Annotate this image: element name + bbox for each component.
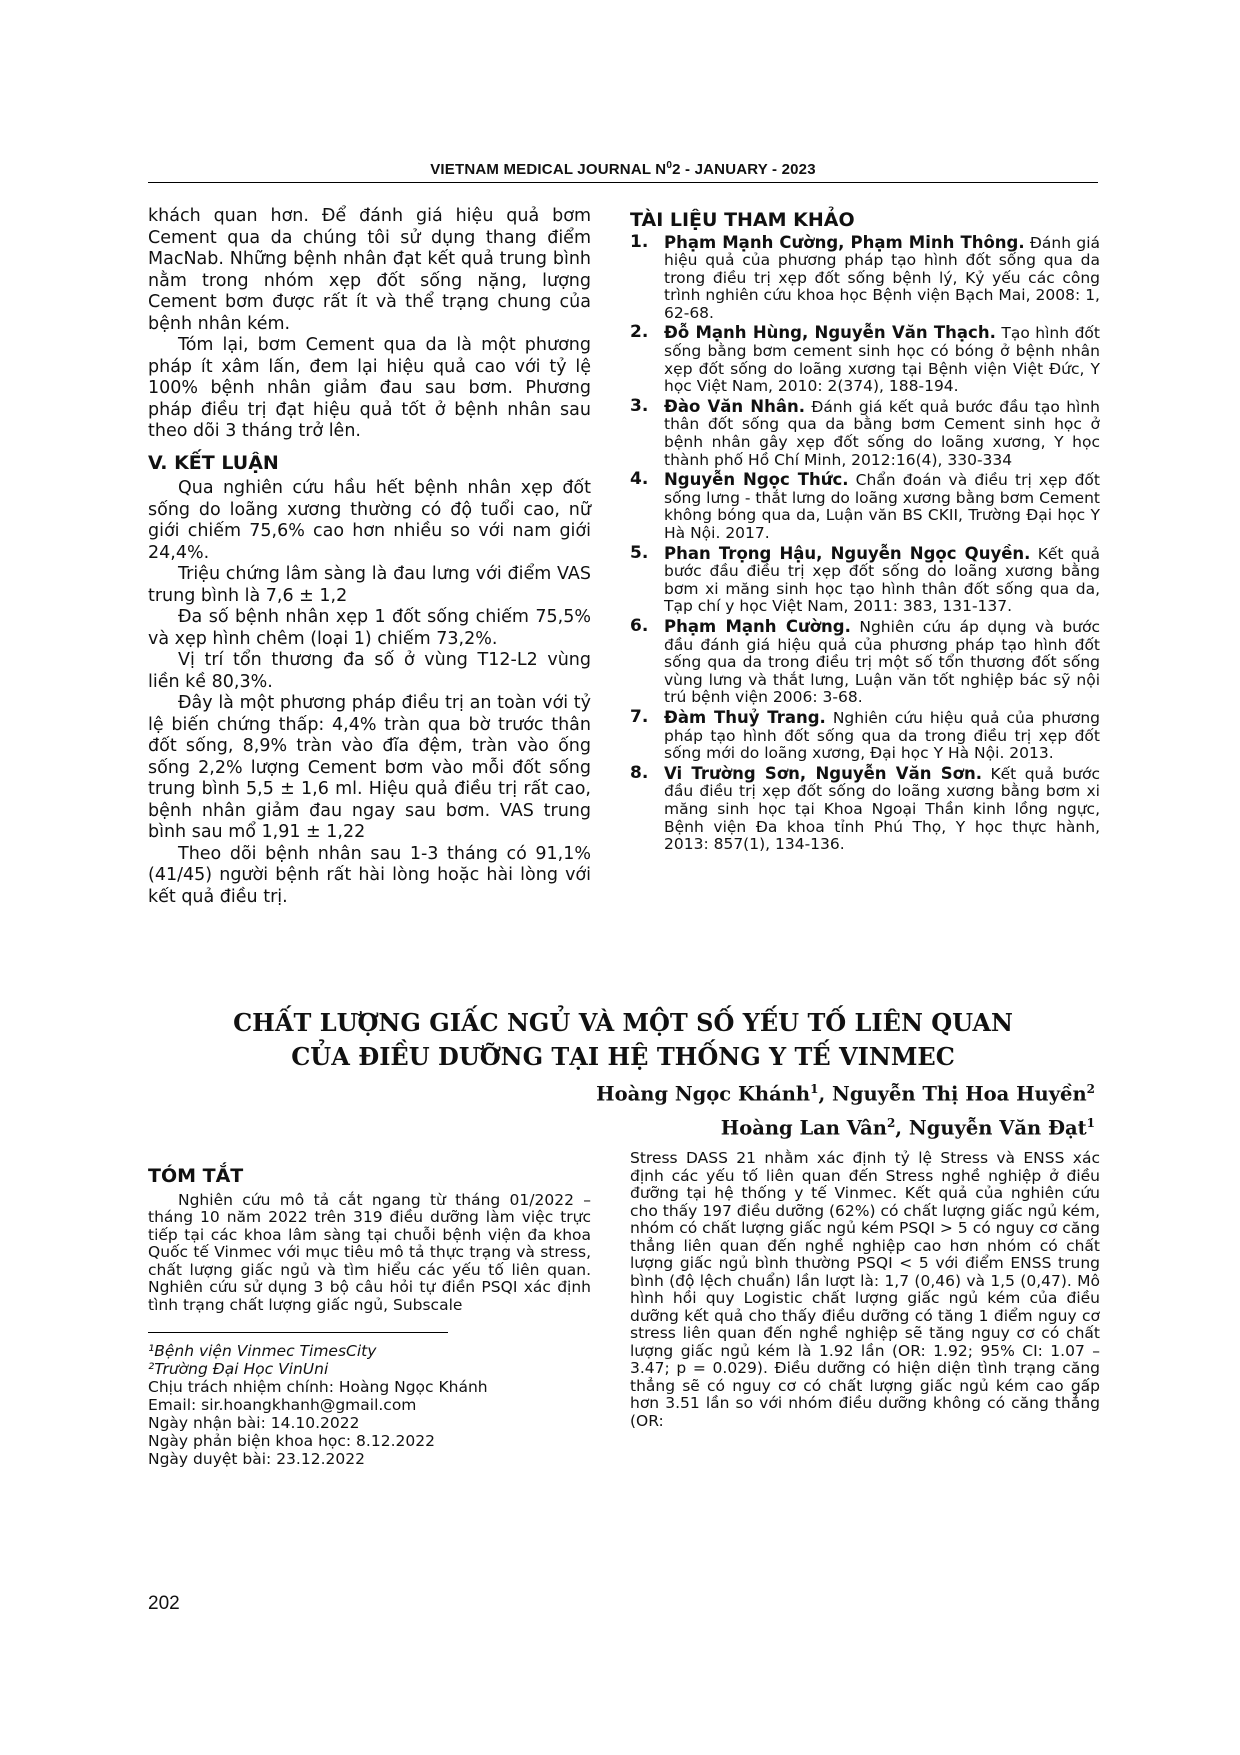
reference-number: 5. (630, 542, 649, 563)
paragraph: Triệu chứng lâm sàng là đau lưng với điểm VAS trung bình là 7,6 ± 1,2 (148, 564, 591, 606)
journal-header-sup: 0 (666, 160, 673, 171)
footnote-rule (148, 1332, 448, 1333)
section-heading-conclusion: V. KẾT LUẬN (148, 451, 279, 474)
reference-authors: Phan Trọng Hậu, Nguyễn Ngọc Quyền. (664, 543, 1031, 563)
reference-item (630, 231, 1101, 323)
author-separator: , (895, 1116, 909, 1139)
article-title (148, 1006, 1098, 1074)
date-reviewed: Ngày phản biện khoa học: 8.12.2022 (148, 1432, 435, 1450)
abstract-text: Nghiên cứu mô tả cắt ngang từ tháng 01/2022 – tháng 10 năm 2022 trên 319 điều dưỡng làm việc trực tiếp tại các khoa lâm sàng tại chuỗi bệnh viện đa khoa Quốc tế Vinmec với mục tiêu mô tả thực trạng và stress, chất lượng giấc ngủ và tìm hiểu các yếu tố liên quan. Nghiên cứu sử dụng 3 bộ câu hỏi tự điền PSQI xác định tình trạng chất lượng giấc ngủ, Subscale (148, 1190, 591, 1314)
author-affiliation-sup: 2 (1086, 1082, 1095, 1096)
article-title-line: CHẤT LƯỢNG GIẤC NGỦ VÀ MỘT SỐ YẾU TỐ LIÊN QUAN (233, 1008, 1013, 1037)
author-separator: , (818, 1082, 833, 1106)
reference-item (630, 615, 1100, 707)
abstract-left (148, 1165, 591, 1314)
author-name: Hoàng Ngọc Khánh (596, 1082, 811, 1106)
author-affiliation-sup: 1 (810, 1082, 819, 1096)
reference-text: Nghiên cứu hiệu quả của phương pháp tạo hình đốt sống qua da trong điều trị xẹp đốt sống mới do loãng xương, Đại học Y Hà Nội. 2013. (664, 708, 1100, 763)
reference-text: Kết quả bước đầu điều trị xẹp đốt sống do loãng xương bằng bơm xi măng sinh học tại Khoa Ngoại Thần kinh lồng ngực, Bệnh viện Đa khoa tỉnh Phú Thọ, Y học thực hành, 2013: 857(1), 134-136. (664, 764, 1101, 854)
reference-number: 7. (630, 706, 649, 727)
author-line (596, 1075, 1095, 1109)
left-column (148, 206, 591, 908)
reference-text: Đánh giá hiệu quả của phương pháp tạo hình đốt sống qua da trong điều trị xẹp đốt sống bệnh lý, Kỷ yếu các công trình nghiên cứu khoa học Bệnh viện Bạch Mai, 2008: 1, 62-68. (664, 233, 1101, 322)
reference-number: 2. (630, 322, 649, 343)
references-heading: TÀI LIỆU THAM KHẢO (630, 209, 855, 231)
affiliation-1: ¹Bệnh viện Vinmec TimesCity (148, 1342, 377, 1360)
reference-number: 6. (630, 615, 649, 636)
reference-item (630, 706, 1100, 763)
reference-number: 3. (630, 395, 649, 416)
abstract-heading: TÓM TẮT (148, 1165, 244, 1187)
affiliation-2: ²Trường Đại Học VinUni (148, 1360, 329, 1378)
reference-authors: Phạm Mạnh Cường, Phạm Minh Thông. (664, 232, 1025, 252)
author-affiliation-sup: 2 (886, 1115, 896, 1130)
author-name: Nguyễn Văn Đạt (908, 1116, 1087, 1139)
journal-header-text: VIETNAM MEDICAL JOURNAL N (430, 161, 667, 178)
article-authors (596, 1075, 1095, 1142)
email: Email: sir.hoangkhanh@gmail.com (148, 1396, 417, 1414)
reference-number: 8. (630, 762, 649, 783)
paragraph: khách quan hơn. Để đánh giá hiệu quả bơm Cement qua da chúng tôi sử dụng thang điểm MacNab. Những bệnh nhân đạt kết quả trung bình nằm trong nhóm xẹp đốt sống nặng, lượng Cement bơm được rất ít và thể trạng chung của bệnh nhân kém. (148, 206, 591, 334)
reference-text: Tạo hình đốt sống bằng bơm cement sinh học có bóng ở bệnh nhân xẹp đốt sống do loãng xương tại Bệnh viện Việt Đức, Y học Việt Nam, 2010: 2(374), 188-194. (664, 324, 1100, 396)
reference-number: 1. (630, 231, 649, 252)
reference-text: Đánh giá kết quả bước đầu tạo hình thân đốt sống qua da bằng bơm Cement sinh học ở bệnh nhân gây xẹp đốt sống do loãng xương, Y học thành phố Hồ Chí Minh, 2012:16(4), 330-334 (664, 397, 1100, 469)
reference-authors: Đào Văn Nhân. (664, 396, 805, 416)
author-line (596, 1109, 1095, 1143)
reference-number: 4. (630, 469, 649, 490)
reference-item (630, 542, 1100, 616)
reference-authors: Phạm Mạnh Cường. (664, 616, 851, 636)
responsible-author: Chịu trách nhiệm chính: Hoàng Ngọc Khánh (148, 1378, 488, 1396)
paragraph: Qua nghiên cứu hầu hết bệnh nhân xẹp đốt sống do loãng xương thường có độ tuổi cao, nữ giới chiếm 75,6% cao hơn nhiều so với nam giới 24,4%. (148, 478, 591, 563)
author-name: Hoàng Lan Vân (720, 1116, 887, 1139)
reference-authors: Nguyễn Ngọc Thức. (664, 470, 849, 490)
reference-text: Nghiên cứu áp dụng và bước đầu đánh giá hiệu quả của phương pháp tạo hình đốt sống qua da trong điều trị một số tổn thương đốt sống vùng lưng và thắt lưng, Luận văn tốt nghiệp bác sỹ nội trú bệnh viện 2006: 3-68. (664, 617, 1100, 707)
reference-item (630, 324, 1100, 395)
abstract-text: Stress DASS 21 nhằm xác định tỷ lệ Stress và ENSS xác định các yếu tố liên quan đến Stress nghề nghiệp ở điều đưỡng tại hệ thống y tế Vinmec. Kết quả của nghiên cứu cho thấy 197 điều dưỡng (62%) có chất lượng giấc ngủ kém, nhóm có chất lượng giấc ngủ kém PSQI > 5 có nguy cơ căng thẳng liên quan đến nghề nghiệp cao hơn nhóm có chất lượng giấc ngủ bình thường PSQI < 5 với điểm ENSS trung bình (độ lệch chuẩn) lần lượt là: 1,7 (0,46) và 1,5 (0,47). Mô hình hồi quy Logistic chất lượng giấc ngủ kém của điều dưỡng kết quả cho thấy điều dưỡng có tăng 1 điểm nguy cơ stress liên quan đến nghề nghiệp sẽ tăng nguy cơ có chất lượng giấc ngủ kém là 1.92 lần (OR: 1.92; 95% CI: 1.07 – 3.47; p = 0.029). Điều dưỡng có hiện diện tình trạng căng thẳng sẽ có nguy cơ có chất lượng giấc ngủ kém cao gấp hơn 3.51 lần so với nhóm điều dưỡng không có căng thẳng (OR: (630, 1149, 1100, 1430)
reference-item (630, 395, 1100, 469)
reference-authors: Vi Trường Sơn, Nguyễn Văn Sơn. (664, 763, 982, 783)
page-number: 202 (148, 1593, 180, 1614)
journal-header (148, 160, 1098, 178)
reference-item (630, 762, 1101, 854)
author-name: Nguyễn Thị Hoa Huyền (832, 1082, 1087, 1106)
paragraph: Vị trí tổn thương đa số ở vùng T12-L2 vùng liền kề 80,3%. (148, 650, 591, 692)
references-column (630, 210, 1100, 856)
paragraph: Tóm lại, bơm Cement qua da là một phương pháp ít xâm lấn, đem lại hiệu quả cao với tỷ lệ 100% bệnh nhân giảm đau sau bơm. Phương pháp điều trị đạt hiệu quả tốt ở bệnh nhân sau theo dõi 3 tháng trở lên. (148, 335, 591, 441)
paragraph: Theo dõi bệnh nhân sau 1-3 tháng có 91,1% (41/45) người bệnh rất hài lòng hoặc hài lòng với kết quả điều trị. (148, 843, 591, 907)
paragraph: Đây là một phương pháp điều trị an toàn với tỷ lệ biến chứng thấp: 4,4% tràn qua bờ trước thân đốt sống, 8,9% tràn vào đĩa đệm, tràn vào ống sống 2,2% lượng Cement bơm vào mỗi đốt sống trung bình 5,5 ± 1,6 ml. Hiệu quả điều trị rất cao, bệnh nhân giảm đau ngay sau bơm. VAS trung bình sau mổ 1,91 ± 1,22 (148, 693, 591, 842)
reference-text: Chẩn đoán và điều trị xẹp đốt sống lưng - thắt lưng do loãng xương bằng bơm Cement không bóng qua da, Luận văn BS CKII, Trường Đại học Y Hà Nội. 2017. (664, 471, 1100, 542)
reference-item (630, 471, 1100, 542)
reference-text: Kết quả bước đầu điều trị xẹp đốt sống do loãng xương bằng bơm xi măng sinh học tạo hình thân đốt sống qua da, Tạp chí y học Việt Nam, 2011: 383, 131-137. (664, 544, 1100, 616)
article-title-line: CỦA ĐIỀU DƯỠNG TẠI HỆ THỐNG Y TẾ VINMEC (291, 1042, 955, 1071)
abstract-right (630, 1150, 1100, 1430)
author-affiliation-sup: 1 (1086, 1115, 1095, 1130)
date-received: Ngày nhận bài: 14.10.2022 (148, 1414, 360, 1432)
journal-header-date: 2 - JANUARY - 2023 (672, 161, 816, 178)
paragraph: Đa số bệnh nhân xẹp 1 đốt sống chiếm 75,5% và xẹp hình chêm (loại 1) chiếm 73,2%. (148, 607, 591, 649)
footnotes (148, 1342, 598, 1468)
reference-authors: Đỗ Mạnh Hùng, Nguyễn Văn Thạch. (664, 323, 996, 343)
date-accepted: Ngày duyệt bài: 23.12.2022 (148, 1450, 365, 1468)
header-rule (148, 182, 1098, 183)
reference-authors: Đàm Thuỷ Trang. (664, 707, 826, 727)
